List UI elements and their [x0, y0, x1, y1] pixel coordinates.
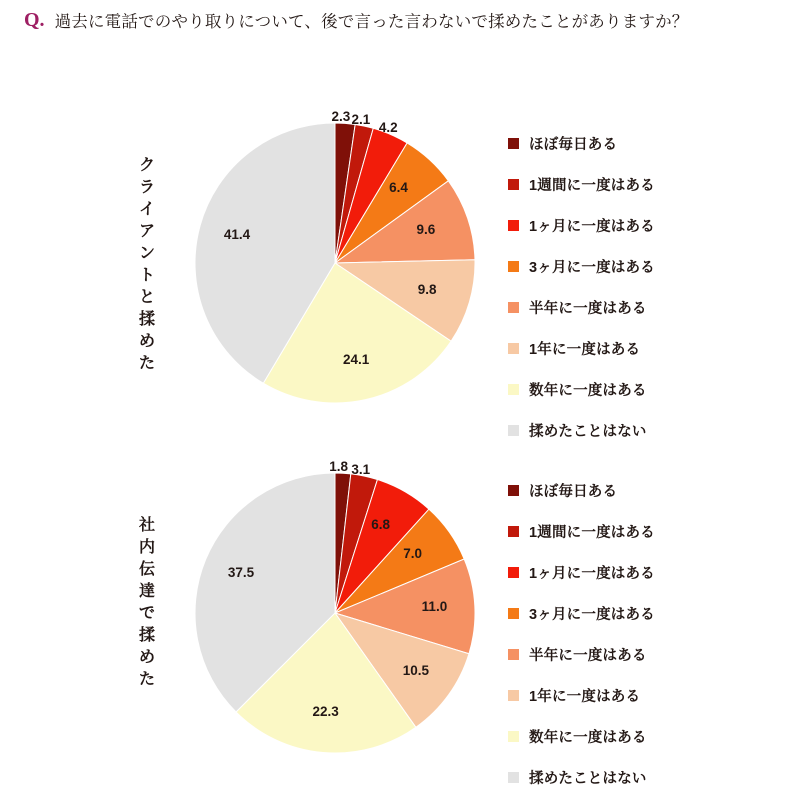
legend-item	[508, 552, 788, 593]
question-header	[24, 6, 796, 39]
legend-label: 揉めたことはない	[529, 424, 647, 440]
legend-swatch	[508, 731, 519, 742]
chart-row-label: クライアントと揉めた	[138, 157, 155, 372]
question-text: 過去に電話でのやり取りについて、後で言った言わないで揉めたことがありますか？	[54, 13, 689, 31]
legend-item	[508, 287, 788, 328]
legend-swatch	[508, 690, 519, 701]
pie-slice-label: 22.3	[312, 704, 339, 720]
legend-label: ほぼ毎日ある	[529, 484, 618, 500]
chart-block-internal	[0, 455, 808, 795]
pie-svg	[185, 113, 485, 413]
legend-item	[508, 205, 788, 246]
legend-label: 数年に一度はある	[529, 383, 647, 399]
pie-slice-label: 6.8	[371, 516, 390, 532]
legend-label: 3ヶ月に一度はある	[529, 260, 655, 276]
legend-label: 数年に一度はある	[529, 730, 647, 746]
legend-item	[508, 164, 788, 205]
legend-item	[508, 123, 788, 164]
legend-item	[508, 675, 788, 716]
chart-legend	[508, 470, 788, 797]
chart-block-client	[0, 105, 808, 445]
pie-slice-label: 2.1	[351, 111, 371, 127]
legend-label: 半年に一度はある	[529, 648, 647, 664]
legend-label: 1週間に一度はある	[529, 525, 655, 541]
legend-swatch	[508, 179, 519, 190]
chart-legend	[508, 123, 788, 451]
legend-item	[508, 410, 788, 451]
pie-slice-label: 6.4	[389, 179, 408, 195]
legend-item	[508, 511, 788, 552]
legend-swatch	[508, 425, 519, 436]
pie-chart-client	[185, 108, 485, 413]
legend-swatch	[508, 526, 519, 537]
legend-item	[508, 716, 788, 757]
legend-label: 1年に一度はある	[529, 342, 641, 358]
legend-swatch	[508, 220, 519, 231]
pie-slice-label: 41.4	[223, 227, 251, 243]
legend-swatch	[508, 567, 519, 578]
legend-label: 1年に一度はある	[529, 689, 641, 705]
pie-slice-label: 1.8	[329, 458, 348, 474]
pie-slice-label: 9.8	[417, 282, 437, 298]
pie-slice-label: 2.3	[331, 108, 351, 124]
pie-slice-label: 37.5	[227, 565, 255, 581]
pie-slice-label: 4.2	[378, 120, 398, 136]
legend-label: 揉めたことはない	[529, 771, 647, 787]
legend-item	[508, 369, 788, 410]
pie-slice-label: 7.0	[403, 545, 423, 561]
pie-chart-internal	[185, 458, 485, 763]
legend-swatch	[508, 485, 519, 496]
pie-slice-label: 9.6	[416, 221, 436, 237]
question-marker: Q.	[24, 9, 45, 31]
legend-item	[508, 593, 788, 634]
legend-swatch	[508, 138, 519, 149]
legend-swatch	[508, 649, 519, 660]
legend-label: 半年に一度はある	[529, 301, 647, 317]
legend-label: 1ヶ月に一度はある	[529, 219, 655, 235]
legend-swatch	[508, 384, 519, 395]
legend-label: ほぼ毎日ある	[529, 137, 618, 153]
legend-item	[508, 328, 788, 369]
pie-slice-label: 10.5	[402, 662, 430, 678]
legend-label: 1週間に一度はある	[529, 178, 655, 194]
legend-item	[508, 246, 788, 287]
legend-swatch	[508, 772, 519, 783]
legend-swatch	[508, 302, 519, 313]
legend-item	[508, 757, 788, 797]
legend-label: 3ヶ月に一度はある	[529, 607, 655, 623]
legend-item	[508, 470, 788, 511]
pie-slice-label: 3.1	[351, 461, 371, 477]
legend-label: 1ヶ月に一度はある	[529, 566, 655, 582]
chart-row-label: 社内伝達で揉めた	[138, 517, 155, 688]
legend-swatch	[508, 261, 519, 272]
legend-swatch	[508, 608, 519, 619]
pie-slice-label: 24.1	[343, 352, 370, 368]
pie-slice-label: 11.0	[421, 598, 448, 614]
legend-item	[508, 634, 788, 675]
legend-swatch	[508, 343, 519, 354]
